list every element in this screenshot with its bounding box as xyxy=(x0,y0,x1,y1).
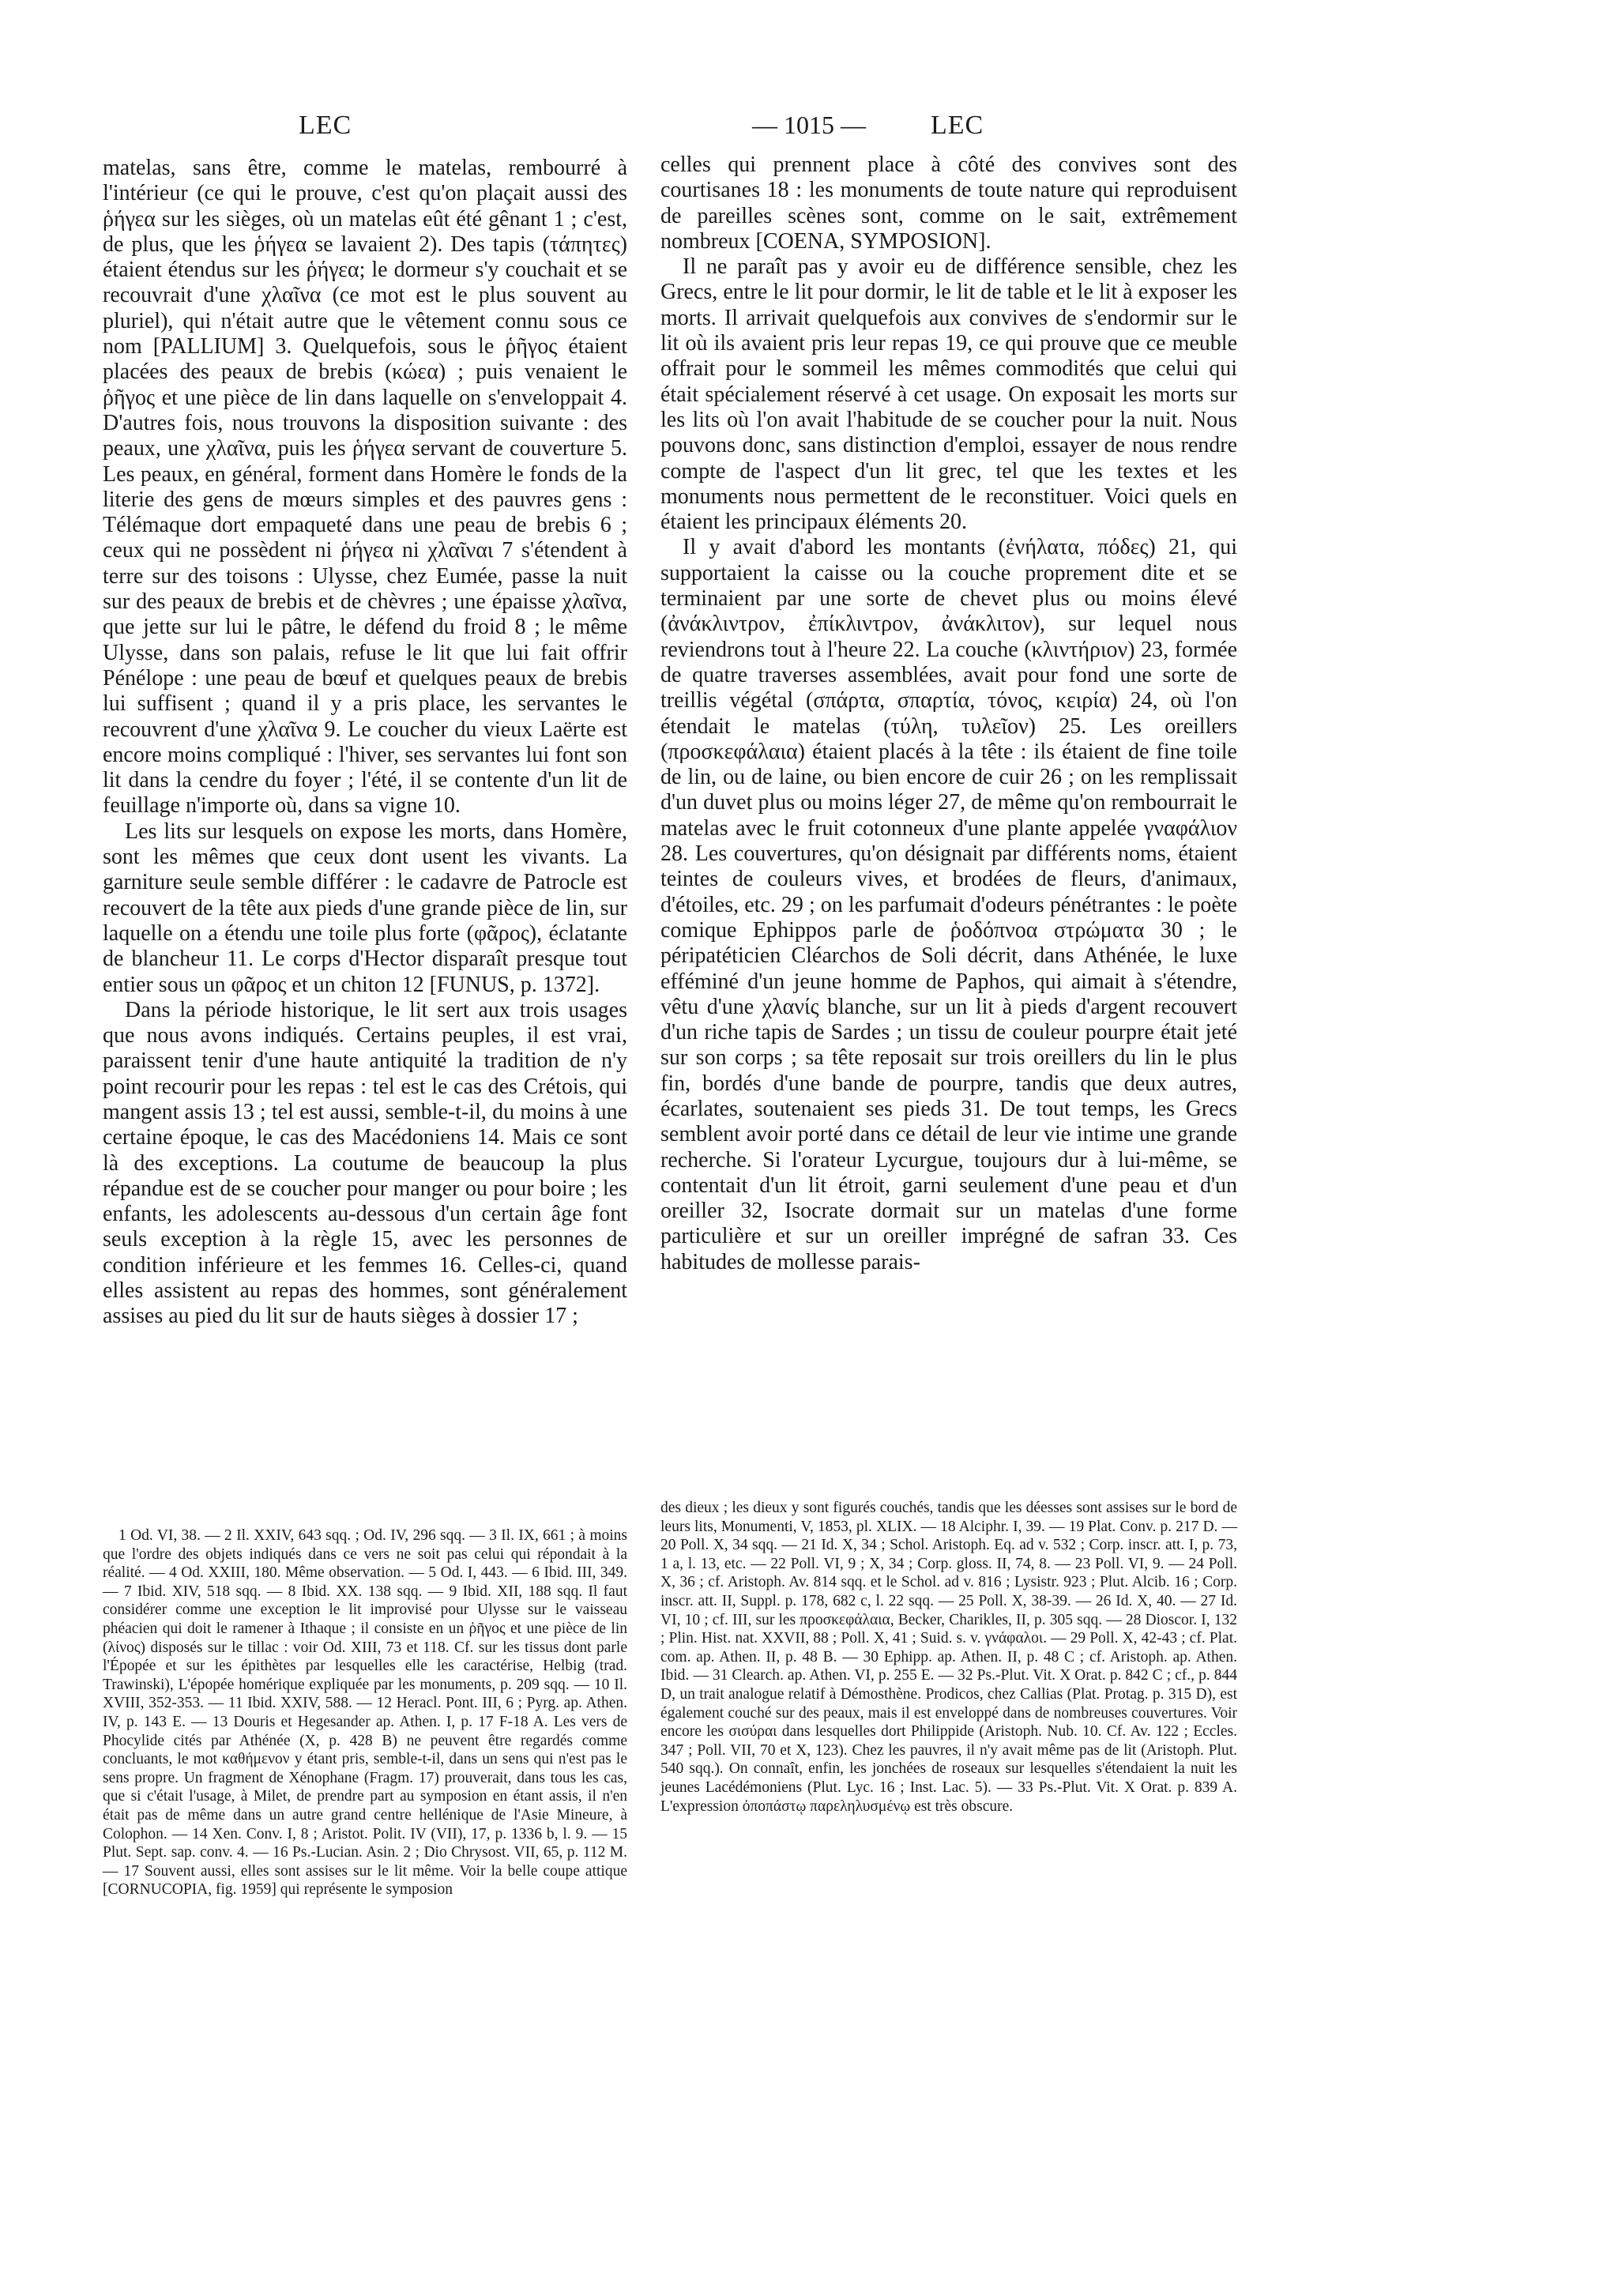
page-header xyxy=(0,111,1618,142)
running-head-left: LEC xyxy=(299,111,352,140)
left-column xyxy=(103,156,627,1330)
footnote-block: des dieux ; les dieux y sont figurés couchés, tandis que les déesses sont assises sur le bord de leurs lits, Monumenti, V, 1853, pl. XLIX. — 18 Alciphr. I, 39. — 19 Plat. Conv. p. 217 D. — 20 Poll. X, 34 sqq. — 21 Id. X, 34 ; Schol. Aristoph. Eq. ad v. 532 ; Corp. inscr. att. I, p. 73, 1 a, l. 13, etc. — 22 Poll. VI, 9 ; X, 34 ; Corp. gloss. II, 74, 8. — 23 Poll. VI, 9. — 24 Poll. X, 36 ; cf. Aristoph. Av. 814 sqq. et le Schol. ad v. 816 ; Lysistr. 923 ; Plut. Alcib. 16 ; Corp. inscr. att. II, Suppl. p. 178, 682 c, l. 22 sqq. — 25 Poll. X, 38-39. — 26 Id. X, 40. — 27 Id. VI, 10 ; cf. III, sur les προσκεφάλαια, Becker, Charikles, II, p. 305 sqq. — 28 Dioscor. I, 132 ; Plin. Hist. nat. XXVII, 88 ; Poll. X, 41 ; Suid. s. v. γνάφαλοι. — 29 Poll. X, 42-43 ; cf. Plat. com. ap. Athen. II, p. 48 B. — 30 Ephipp. ap. Athen. II, p. 48 C ; cf. Aristoph. ap. Athen. Ibid. — 31 Clearch. ap. Athen. VI, p. 255 E. — 32 Ps.-Plut. Vit. X Orat. p. 842 C ; cf., p. 844 D, un trait analogue relatif à Démosthène. Prodicos, chez Callias (Plat. Protag. p. 315 D), est également couché sur des peaux, mais il est enveloppé dans de nombreuses couvertures. Voir encore les σισύραι dans lesquelles dort Philippide (Aristoph. Nub. 10. Cf. Av. 122 ; Eccles. 347 ; Poll. VII, 70 et X, 123). Chez les pauvres, il n'y avait même pas de lit (Aristoph. Plut. 540 sqq.). On connaît, enfin, les jonchées de roseaux sur lesquelles s'étendaient la nuit les jeunes Lacédémoniens (Plut. Lyc. 16 ; Inst. Lac. 5). — 33 Ps.-Plut. Vit. X Orat. p. 839 A. L'expression ὀποπάστῳ παρεληλυσμένῳ est très obscure. xyxy=(660,1500,1237,1815)
paragraph: Dans la période historique, le lit sert aux trois usages que nous avons indiqués. Certains peuples, il est vrai, paraissent tenir d'une haute antiquité la tradition de n'y point recourir pour les repas : tel est le cas des Crétois, qui mangent assis 13 ; tel est aussi, semble-t-il, du moins à une certaine époque, le cas des Macédoniens 14. Mais ce sont là des exceptions. La coutume de beaucoup la plus répandue est de se coucher pour manger ou pour boire ; les enfants, les adolescents au-dessous d'un certain âge font seuls exception à la règle 15, avec les personnes de condition inférieure et les femmes 16. Celles-ci, quand elles assistent au repas des hommes, sont généralement assises au pied du lit sur de hauts sièges à dossier 17 ; xyxy=(103,997,627,1329)
footnote-block: 1 Od. VI, 38. — 2 Il. XXIV, 643 sqq. ; Od. IV, 296 sqq. — 3 Il. IX, 661 ; à moins que l'ordre des objets indiqués dans ce vers ne soit pas celui qui répondait à la réalité. — 4 Od. XXIII, 180. Même observation. — 5 Od. I, 443. — 6 Ibid. III, 349. — 7 Ibid. XIV, 518 sqq. — 8 Ibid. XX. 138 sqq. — 9 Ibid. XII, 188 sqq. Il faut considérer comme une exception le lit improvisé pour Ulysse sur le vaisseau phéacien qui doit le ramener à Ithaque ; il consiste en un ῥῆγος et une pièce de lin (λίνος) disposés sur le tillac : voir Od. XIII, 73 et 118. Cf. sur les tissus dont parle l'Épopée et sur les épithètes par lesquelles elle les caractérise, Helbig (trad. Trawinski), L'épopée homérique expliquée par les monuments, p. 209 sqq. — 10 Il. XVIII, 352-353. — 11 Ibid. XXIV, 588. — 12 Heracl. Pont. III, 6 ; Pyrg. ap. Athen. IV, p. 143 E. — 13 Douris et Hegesander ap. Athen. I, p. 17 F-18 A. Les vers de Phocylide cités par Athénée (X, p. 428 B) ne peuvent être regardés comme concluants, le mot καθήμενον y étant pris, semble-t-il, dans un sens qui n'est pas le sens propre. Un fragment de Xénophane (Fragm. 17) prouverait, dans tous les cas, que si c'était l'usage, à Milet, de prendre part au symposion en étant assis, il n'en était pas de même dans un autre grand centre hellénique de l'Asie Mineure, à Colophon. — 14 Xen. Conv. I, 8 ; Aristot. Polit. IV (VII), 17, p. 1336 b, l. 9. — 15 Plut. Sept. sap. conv. 4. — 16 Ps.-Lucian. Asin. 2 ; Dio Chrysost. VII, 65, p. 112 M. — 17 Souvent aussi, elles sont assises sur le lit même. Voir la belle coupe attique [CORNUCOPIA, fig. 1959] qui représente le symposion xyxy=(103,1527,627,1899)
paragraph: celles qui prennent place à côté des convives sont des courtisanes 18 : les monuments de toute nature qui reproduisent de pareilles scènes sont, comme on le sait, extrêmement nombreux [COENA, SYMPOSION]. xyxy=(660,152,1237,254)
running-head-right: LEC xyxy=(931,111,984,140)
footnotes-left xyxy=(103,1526,627,1899)
footnotes-right xyxy=(660,1499,1237,1816)
paragraph: Il ne paraît pas y avoir eu de différence sensible, chez les Grecs, entre le lit pour dormir, le lit de table et le lit à exposer les morts. Il arrivait quelquefois aux convives de s'endormir sur le lit où ils avaient pris leur repas 19, ce qui prouve que ce meuble offrait pour le sommeil les mêmes commodités que celui qui était spécialement réservé à cet usage. On exposait les morts sur les lits où l'on avait l'habitude de se coucher pour la nuit. Nous pouvons donc, sans distinction d'emploi, essayer de nous rendre compte de l'aspect d'un lit grec, tel que les textes et les monuments nous permettent de le reconstituer. Voici quels en étaient les principaux éléments 20. xyxy=(660,254,1237,535)
right-column xyxy=(660,152,1237,1275)
paragraph: matelas, sans être, comme le matelas, rembourré à l'intérieur (ce qui le prouve, c'est qu'on plaçait aussi des ῥήγεα sur les sièges, où un matelas eût été gênant 1 ; c'est, de plus, que les ῥήγεα se lavaient 2). Des tapis (τάπητες) étaient étendus sur les ῥήγεα; le dormeur s'y couchait et se recouvrait d'une χλαῖνα (ce mot est le plus souvent au pluriel), qui n'était autre que le vêtement connu sous ce nom [PALLIUM] 3. Quelquefois, sous le ῥῆγος étaient placées des peaux de brebis (κώεα) ; puis venaient le ῥῆγος et une pièce de lin dans laquelle on s'enveloppait 4. D'autres fois, nous trouvons la disposition suivante : des peaux, une χλαῖνα, puis les ῥήγεα servant de couverture 5. Les peaux, en général, forment dans Homère le fonds de la literie des gens de mœurs simples et des pauvres gens : Télémaque dort empaqueté dans une peau de brebis 6 ; ceux qui ne possèdent ni ῥήγεα ni χλαῖναι 7 s'étendent à terre sur des toisons : Ulysse, chez Eumée, passe la nuit sur des peaux de brebis et de chèvres ; une épaisse χλαῖνα, que jette sur lui le pâtre, le défend du froid 8 ; le même Ulysse, dans son palais, refuse le lit que lui fait offrir Pénélope : une peau de bœuf et quelques peaux de brebis lui suffisent ; quand il y a pris place, les servantes le recouvrent d'une χλαῖνα 9. Le coucher du vieux Laërte est encore moins compliqué : l'hiver, ses servantes lui font son lit dans la cendre du foyer ; l'été, il se contente d'un lit de feuillage n'importe où, dans sa vigne 10. xyxy=(103,156,627,819)
page-number: — 1015 — xyxy=(752,111,866,139)
paragraph: Les lits sur lesquels on expose les morts, dans Homère, sont les mêmes que ceux dont usent les vivants. La garniture seule semble différer : le cadavre de Patrocle est recouvert de la tête aux pieds d'une grande pièce de lin, sur laquelle on a étendu une toile plus forte (φᾶρος), éclatante de blancheur 11. Le corps d'Hector disparaît presque tout entier sous un φᾶρος et un chiton 12 [FUNUS, p. 1372]. xyxy=(103,819,627,997)
paragraph: Il y avait d'abord les montants (ἐνήλατα, πόδες) 21, qui supportaient la caisse ou la couche proprement dite et se terminaient par une sorte de chevet plus ou moins élevé (ἀνάκλιντρον, ἐπίκλιντρον, ἀνάκλιτον), sur lequel nous reviendrons tout à l'heure 22. La couche (κλιντήριον) 23, formée de quatre traverses assemblées, avait pour fond une sorte de treillis végétal (σπάρτα, σπαρτία, τόνος, κειρία) 24, où l'on étendait le matelas (τύλη, τυλεῖον) 25. Les oreillers (προσκεφάλαια) étaient placés à la tête : ils étaient de fine toile de lin, ou de laine, ou bien encore de cuir 26 ; on les remplissait d'un duvet plus ou moins léger 27, de même qu'on rembourrait le matelas avec le fruit cotonneux d'une plante appelée γναφάλιον 28. Les couvertures, qu'on désignait par différents noms, étaient teintes de couleurs vives, et brodées de fleurs, d'animaux, d'étoiles, etc. 29 ; on les parfumait d'odeurs pénétrantes : le poète comique Ephippos parle de ῥοδόπνοα στρώματα 30 ; le péripatéticien Cléarchos de Soli décrit, dans Athénée, le luxe efféminé d'un jeune homme de Paphos, qui aimait à s'étendre, vêtu d'une χλανίς blanche, sur un lit à pieds d'argent recouvert d'un riche tapis de Sardes ; un tissu de couleur pourpre était jeté sur son corps ; sa tête reposait sur trois oreillers du lin le plus fin, bordés d'une bande de pourpre, tandis que deux autres, écarlates, soutenaient ses pieds 31. De tout temps, les Grecs semblent avoir porté dans ce détail de leur vie intime une grande recherche. Si l'orateur Lycurgue, toujours dur à lui-même, se contentait d'un lit étroit, garni seulement d'une peau et d'un oreiller 32, Isocrate dormait sur un matelas d'une forme particulière et sur un oreiller imprégné de safran 33. Ces habitudes de mollesse parais- xyxy=(660,535,1237,1274)
